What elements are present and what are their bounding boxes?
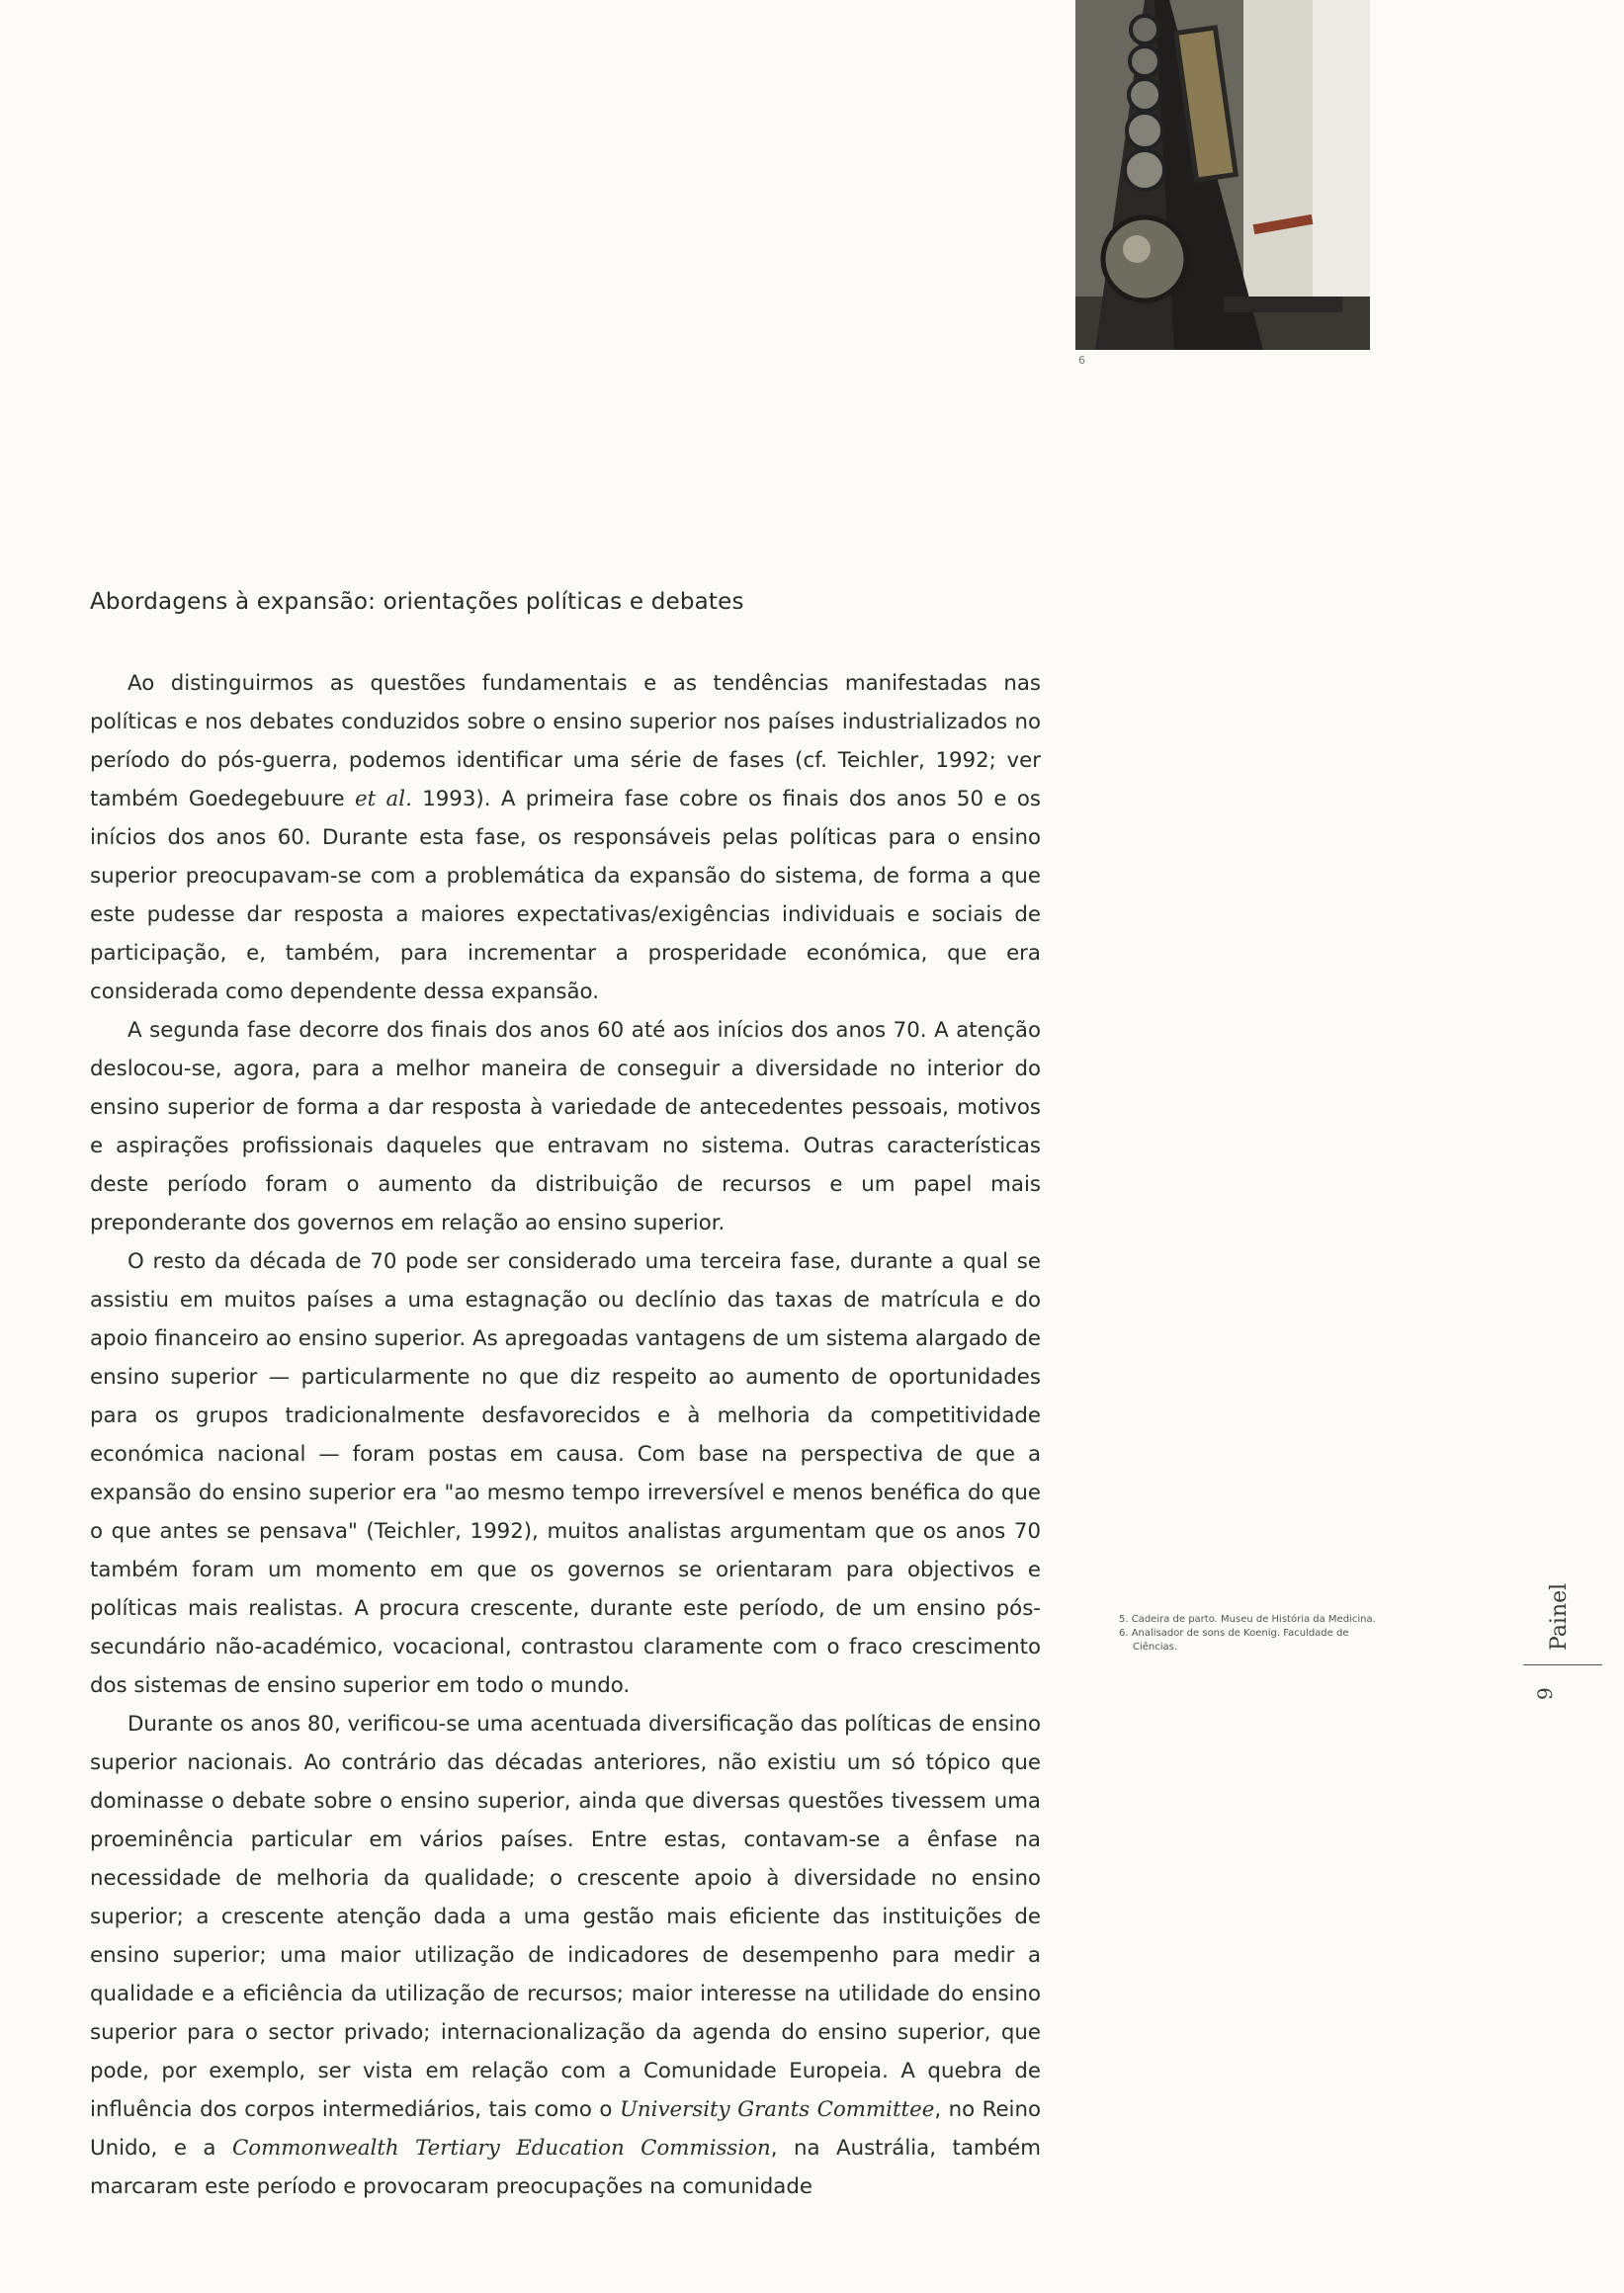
italic-text: University Grants Committee: [619, 2097, 935, 2122]
text-run: , no Reino Unido, e a: [90, 2097, 1042, 2161]
body-text: [90, 664, 1041, 2206]
italic-text: Commonwealth Tertiary Education Commission: [231, 2136, 771, 2161]
text-run: O resto da década de 70 pode ser considerado uma terceira fase, durante a qual se assistiu em muitos países a uma estagnação ou declínio das taxas de matrícula e do apoio financeiro ao ensino superior. As apregoadas vantagens de um sistema alargado de ensino superior — particularmente no que diz respeito ao aumento de oportunidades para os grupos tradicionalmente desfavorecidos e à melhoria da competitividade económica nacional — foram postas em causa. Com base na perspectiva de que a expansão do ensino superior era "ao mesmo tempo irreversível e menos benéfica do que o que antes se pensava" (Teichler, 1992), muitos analistas argumentam que os anos 70 também foram um momento em que os governos se orientaram para objectivos e políticas mais realistas. A procura crescente, durante este período, de um ensino pós-secundário não-académico, vocacional, contrastou claramente com o fraco crescimento dos sistemas de ensino superior em todo o mundo.: [90, 1249, 1041, 1698]
section-rule: [1523, 1664, 1602, 1665]
figure-captions: [1119, 1613, 1376, 1655]
paragraph: [90, 1705, 1041, 2206]
paragraph: [90, 664, 1041, 1011]
text-run: Durante os anos 80, verificou-se uma acentuada diversificação das políticas de ensino superior nacionais. Ao contrário das décadas anteriores, não existiu um só tópico que dominasse o debate sobre o ensino superior, ainda que diversas questões tivessem uma proeminência particular em vários países. Entre estas, contavam-se a ênfase na necessidade de melhoria da qualidade; o crescente apoio à diversidade no ensino superior; a crescente atenção dada a uma gestão mais eficiente das instituições de ensino superior; uma maior utilização de indicadores de desempenho para medir a qualidade e a eficiência da utilização de recursos; maior interesse na utilidade do ensino superior para o sector privado; internacionalização da agenda do ensino superior, que pode, por exemplo, ser vista em relação com a Comunidade Europeia. A quebra de influência dos corpos intermediários, tais como o: [90, 1712, 1041, 2122]
section-label: Painel: [1547, 1582, 1572, 1651]
text-run: 1993). A primeira fase cobre os finais dos anos 50 e os inícios dos anos 60. Durante esta fase, os responsáveis pelas políticas para o ensino superior preocupavam-se com a problemática da expansão do sistema, de forma a que este pudesse dar resposta a maiores expectativas/exigências individuais e sociais de participação, e, também, para incrementar a prosperidade económica, que era considerada como dependente dessa expansão.: [90, 787, 1041, 1004]
koenig-sound-analyzer-photo: [1075, 0, 1370, 350]
paragraph: [90, 1011, 1041, 1242]
text-run: A segunda fase decorre dos finais dos anos 60 até aos inícios dos anos 70. A atenção deslocou-se, agora, para a melhor maneira de conseguir a diversidade no interior do ensino superior de forma a dar resposta à variedade de antecedentes pessoais, motivos e aspirações profissionais daqueles que entravam no sistema. Outras características deste período foram o aumento da distribuição de recursos e um papel mais preponderante dos governos em relação ao ensino superior.: [90, 1018, 1041, 1235]
paragraph: [90, 1242, 1041, 1705]
figure-number: 6: [1078, 354, 1085, 367]
text-run: , na Austrália, também marcaram este período e provocaram preocupações na comunidade: [90, 2136, 1041, 2199]
section-title: Abordagens à expansão: orientações políticas e debates: [90, 589, 744, 615]
page-number: 9: [1533, 1687, 1557, 1700]
text-run: Ao distinguirmos as questões fundamentais e as tendências manifestadas nas políticas e nos debates conduzidos sobre o ensino superior nos países industrializados no período do pós-guerra, podemos identificar uma série de fases (cf. Teichler, 1992; ver também Goedegebuure: [90, 671, 1041, 811]
caption: 6. Analisador de sons de Koenig. Faculdade de Ciências.: [1119, 1628, 1349, 1653]
italic-text: et al.: [355, 787, 412, 811]
caption: 5. Cadeira de parto. Museu de História da Medicina.: [1119, 1614, 1376, 1625]
